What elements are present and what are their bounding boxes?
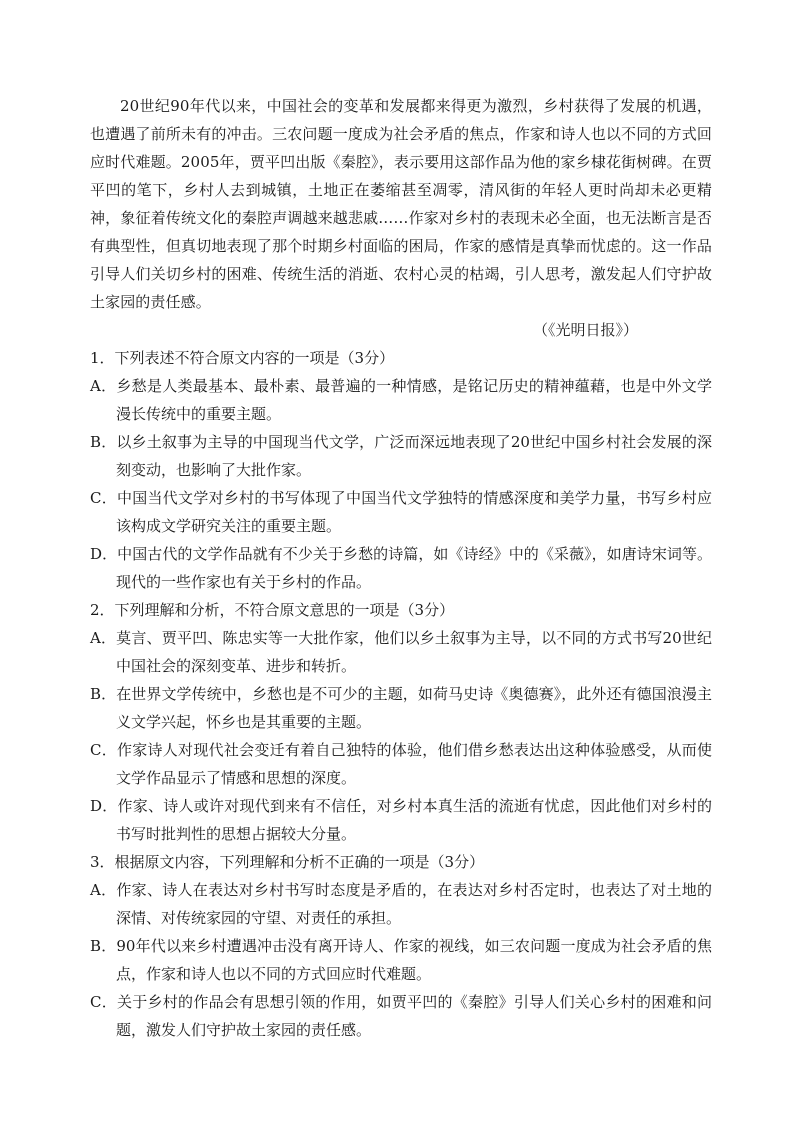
question-stem: 1．下列表述不符合原文内容的一项是（3分） <box>90 349 395 367</box>
passage-source: （《光明日报》） <box>532 321 638 339</box>
question-1 <box>90 344 712 596</box>
option-d: D．作家、诗人或许对现代到来有不信任，对乡村本真生活的流逝有忧虑，因此他们对乡村的书写时批判性的思想占据较大分量。 <box>90 797 712 843</box>
question-stem: 2．下列理解和分析，不符合原文意思的一项是（3分） <box>90 601 455 619</box>
option-d: D．中国古代的文学作品就有不少关于乡愁的诗篇，如《诗经》中的《采薇》，如唐诗宋词等。现代的一些作家也有关于乡村的作品。 <box>90 545 712 591</box>
option-a: A．莫言、贾平凹、陈忠实等一大批作家，他们以乡土叙事为主导，以不同的方式书写20世纪中国社会的深刻变革、进步和转折。 <box>90 629 712 675</box>
option-b: B．以乡土叙事为主导的中国现当代文学，广泛而深远地表现了20世纪中国乡村社会发展的深刻变动，也影响了大批作家。 <box>90 433 712 479</box>
question-stem: 3．根据原文内容，下列理解和分析不正确的一项是（3分） <box>90 853 485 871</box>
option-c: C．中国当代文学对乡村的书写体现了中国当代文学独特的情感深度和美学力量，书写乡村应该构成文学研究关注的重要主题。 <box>90 489 712 535</box>
option-b: B．90年代以来乡村遭遇冲击没有离开诗人、作家的视线，如三农问题一度成为社会矛盾的焦点，作家和诗人也以不同的方式回应时代难题。 <box>90 937 712 983</box>
option-b: B．在世界文学传统中，乡愁也是不可少的主题，如荷马史诗《奥德赛》，此外还有德国浪漫主义文学兴起，怀乡也是其重要的主题。 <box>90 685 712 731</box>
document-page <box>90 92 712 1044</box>
option-a: A．作家、诗人在表达对乡村书写时态度是矛盾的，在表达对乡村否定时，也表达了对土地的深情、对传统家园的守望、对责任的承担。 <box>90 881 712 927</box>
option-c: C．作家诗人对现代社会变迁有着自己独特的体验，他们借乡愁表达出这种体验感受，从而使文学作品显示了情感和思想的深度。 <box>90 741 712 787</box>
question-2 <box>90 596 712 848</box>
passage-paragraph: 20世纪90年代以来，中国社会的变革和发展都来得更为激烈，乡村获得了发展的机遇，也遭遇了前所未有的冲击。三农问题一度成为社会矛盾的焦点，作家和诗人也以不同的方式回应时代难题。2005年，贾平凹出版《秦腔》，表示要用这部作品为他的家乡棣花街树碑。在贾平凹的笔下，乡村人去到城镇，土地正在萎缩甚至凋零，清风街的年轻人更时尚却未必更精神，象征着传统文化的秦腔声调越来越悲戚……作家对乡村的表现未必全面，也无法断言是否有典型性，但真切地表现了那个时期乡村面临的困局，作家的感情是真挚而忧虑的。这一作品引导人们关切乡村的困难、传统生活的消逝、农村心灵的枯竭，引人思考，激发起人们守护故土家园的责任感。 <box>90 97 712 311</box>
option-c: C．关于乡村的作品会有思想引领的作用，如贾平凹的《秦腔》引导人们关心乡村的困难和问题，激发人们守护故土家园的责任感。 <box>90 993 712 1039</box>
option-a: A．乡愁是人类最基本、最朴素、最普遍的一种情感，是铭记历史的精神蕴藉，也是中外文学漫长传统中的重要主题。 <box>90 377 712 423</box>
question-3 <box>90 848 712 1044</box>
